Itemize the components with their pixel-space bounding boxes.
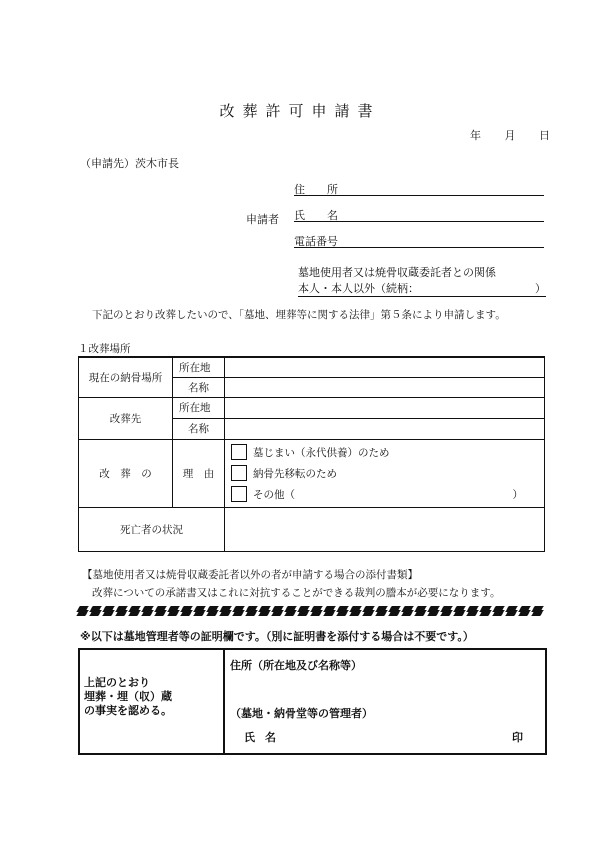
addressee: （申請先）茨木市長 [80,157,179,170]
deceased-label: 死亡者の状況 [79,507,225,551]
certification-statement: 上記のとおり 埋葬・埋（収）蔵 の事実を認める。 [84,676,172,717]
current-location-input[interactable] [225,357,545,377]
seal-mark: 印 [512,731,523,744]
checkbox[interactable] [231,486,247,502]
dashed-separator [76,610,546,616]
section-heading: １改葬場所 [78,343,131,355]
manager-address-label: 住所（所在地及び名称等） [230,659,362,672]
intro-text: 下記のとおり改葬したいので、「墓地、埋葬等に関する法律」第５条により申請します。 [92,309,506,321]
new-name-input[interactable] [225,418,545,439]
certification-note: ※以下は墓地管理者等の証明欄です。（別に証明書を添付する場合は不要です。） [80,630,474,643]
option-row [231,484,538,505]
year-label: 年 [470,129,481,142]
phone-field[interactable] [294,233,544,248]
address-label: 住 所 [294,183,338,196]
current-place-label: 現在の納骨場所 [79,357,173,397]
checkbox[interactable] [231,444,247,460]
address-field[interactable] [294,181,544,196]
applicant-label: 申請者 [246,213,279,226]
new-location-label: 所在地 [173,397,225,418]
reason-group-label: 改 葬 の [79,439,173,507]
current-name-label: 名称 [173,377,225,397]
relation-value: 本人・本人以外（続柄： [298,282,419,295]
new-place-label: 改葬先 [79,397,173,439]
manager-label: （墓地・納骨堂等の管理者） [230,707,373,720]
new-name-label: 名称 [173,418,225,439]
date-fields [470,127,550,143]
new-location-input[interactable] [225,397,545,418]
relation-label: 墓地使用者又は焼骨収蔵委託者との関係 [298,266,496,279]
current-location-label: 所在地 [173,357,225,377]
attachment-title: 【墓地使用者又は焼骨収蔵委託者以外の者が申請する場合の添付書類】 [82,569,418,581]
option-label: 墓じまい（永代供養）のため [253,446,390,459]
checkbox[interactable] [231,465,247,481]
name-field[interactable] [294,207,544,222]
option-label: その他（ [253,488,295,501]
manager-name-label: 氏名 [244,731,286,744]
reason-options [225,439,545,507]
attachment-body: 改葬についての承諾書又はこれに対抗することができる裁判の謄本が必要になります。 [92,587,501,599]
current-name-input[interactable] [225,377,545,397]
other-close: ） [512,488,523,501]
reason-label: 理 由 [173,439,225,507]
relation-field[interactable] [298,280,546,297]
phone-label: 電話番号 [294,235,338,248]
day-label: 日 [539,129,550,142]
relation-close: ） [535,282,546,295]
month-label: 月 [504,129,516,142]
option-label: 納骨先移転のため [253,467,337,480]
option-row [231,442,538,463]
burial-place-table [78,356,545,552]
option-row [231,463,538,484]
page-title: 改葬許可申請書 [219,102,381,120]
name-label: 氏 名 [294,209,338,222]
deceased-input[interactable] [225,507,545,551]
